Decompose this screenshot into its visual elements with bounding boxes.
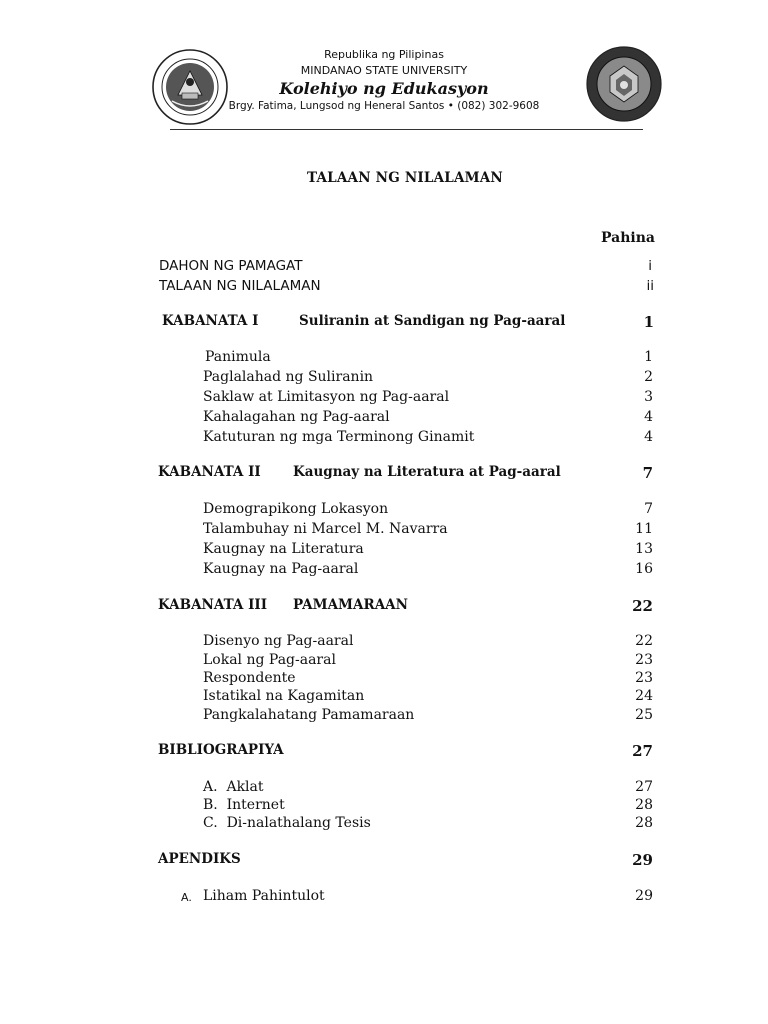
chapter-page: 29: [632, 851, 653, 869]
entry-page: ii: [646, 278, 654, 294]
entry-label: C. Di-nalathalang Tesis: [203, 815, 371, 831]
chapter-title: Kaugnay na Literatura at Pag-aaral: [293, 464, 561, 480]
header-college: Kolehiyo ng Edukasyon: [279, 79, 489, 98]
chapter-page: 7: [642, 464, 653, 482]
entry-page: 29: [635, 888, 653, 904]
entry-label: Kaugnay na Literatura: [203, 541, 364, 557]
entry-label: Lokal ng Pag-aaral: [203, 652, 336, 668]
chapter-heading: [0, 597, 768, 617]
page-title: TALAAN NG NILALAMAN: [307, 170, 503, 186]
coe-seal-logo: [586, 46, 662, 122]
toc-subentry: [0, 670, 768, 690]
toc-subentry: [0, 797, 768, 817]
entry-page: 7: [644, 501, 653, 517]
entry-page: 23: [635, 670, 653, 686]
chapter-page: 27: [632, 742, 653, 760]
entry-label: B. Internet: [203, 797, 285, 813]
toc-subentry: [0, 815, 768, 835]
header-address: Brgy. Fatima, Lungsod ng Heneral Santos • (082) 302-9608: [228, 100, 540, 112]
entry-label: Kahalagahan ng Pag-aaral: [203, 409, 390, 425]
entry-label: Katuturan ng mga Terminong Ginamit: [203, 429, 475, 445]
toc-subentry: [0, 707, 768, 727]
entry-page: 11: [635, 521, 653, 537]
entry-page: 25: [635, 707, 653, 723]
entry-label: Saklaw at Limitasyon ng Pag-aaral: [203, 389, 450, 405]
entry-label: Paglalahad ng Suliranin: [203, 369, 374, 385]
chapter-number: BIBLIOGRAPIYA: [158, 742, 284, 758]
chapter-title: Suliranin at Sandigan ng Pag-aaral: [299, 313, 566, 329]
entry-label: DAHON NG PAMAGAT: [159, 258, 303, 274]
page-column-header: Pahina: [601, 230, 655, 246]
entry-page: 24: [635, 688, 653, 704]
toc-subentry: [0, 369, 768, 389]
entry-page: 13: [635, 541, 653, 557]
chapter-number: APENDIKS: [158, 851, 241, 867]
chapter-number: KABANATA I: [162, 313, 259, 329]
toc-subentry: [0, 652, 768, 672]
chapter-heading: [0, 851, 768, 871]
entry-marker: A.: [181, 891, 192, 904]
entry-label: Kaugnay na Pag-aaral: [203, 561, 359, 577]
toc-entry: [0, 258, 768, 278]
entry-page: 16: [635, 561, 653, 577]
entry-label: Pangkalahatang Pamamaraan: [203, 707, 415, 723]
chapter-heading: [0, 742, 768, 762]
chapter-page: 22: [632, 597, 653, 615]
chapter-heading: [0, 464, 768, 484]
toc-subentry: [0, 541, 768, 561]
entry-page: 3: [644, 389, 653, 405]
entry-label: Panimula: [205, 349, 271, 365]
letterhead: [0, 40, 768, 140]
header-divider: [170, 129, 643, 130]
entry-page: 28: [635, 797, 653, 813]
chapter-number: KABANATA III: [158, 597, 268, 613]
toc-subentry: [0, 409, 768, 429]
chapter-page: 1: [643, 313, 654, 331]
toc-subentry: [0, 501, 768, 521]
toc-subentry: [0, 888, 768, 908]
entry-page: 22: [635, 633, 653, 649]
header-university: MINDANAO STATE UNIVERSITY: [300, 64, 468, 77]
chapter-number: KABANATA II: [158, 464, 261, 480]
toc-subentry: [0, 429, 768, 449]
toc-subentry: [0, 561, 768, 581]
entry-page: 1: [644, 349, 653, 365]
entry-page: 28: [635, 815, 653, 831]
entry-label: Talambuhay ni Marcel M. Navarra: [203, 521, 448, 537]
entry-label: Istatikal na Kagamitan: [203, 688, 365, 704]
chapter-title: PAMAMARAAN: [293, 597, 408, 613]
entry-page: i: [648, 258, 652, 274]
entry-label: TALAAN NG NILALAMAN: [159, 278, 321, 294]
toc-subentry: [0, 389, 768, 409]
entry-page: 27: [635, 779, 653, 795]
entry-label: Disenyo ng Pag-aaral: [203, 633, 354, 649]
entry-page: 23: [635, 652, 653, 668]
entry-page: 4: [644, 409, 653, 425]
toc-subentry: [0, 521, 768, 541]
entry-label: A. Aklat: [203, 779, 264, 795]
toc-subentry: [0, 349, 768, 369]
entry-label: Respondente: [203, 670, 296, 686]
entry-page: 4: [644, 429, 653, 445]
chapter-heading: [0, 313, 768, 333]
entry-page: 2: [644, 369, 653, 385]
toc-subentry: [0, 779, 768, 799]
entry-label: Liham Pahintulot: [203, 888, 325, 904]
header-republic: Republika ng Pilipinas: [324, 48, 444, 61]
entry-label: Demograpikong Lokasyon: [203, 501, 389, 517]
toc-subentry: [0, 633, 768, 653]
toc-entry: [0, 278, 768, 298]
toc-subentry: [0, 688, 768, 708]
